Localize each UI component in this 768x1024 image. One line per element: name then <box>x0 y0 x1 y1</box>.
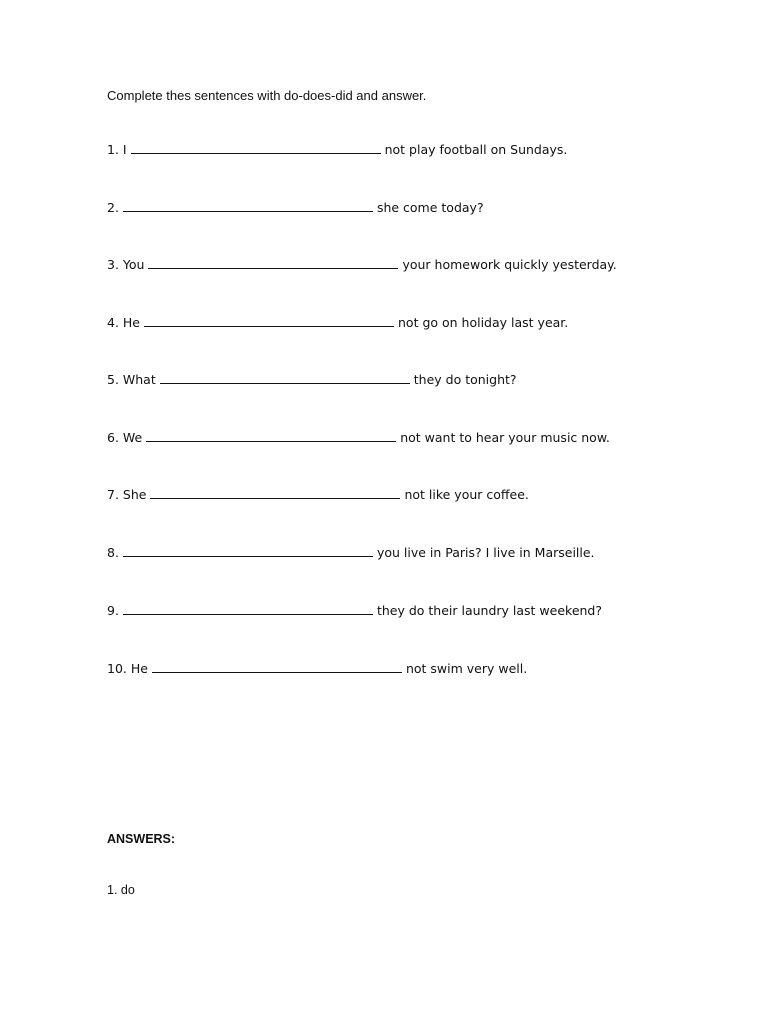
exercise-item <box>107 544 595 562</box>
exercise-item <box>107 141 567 159</box>
exercise-item <box>107 602 602 620</box>
item-prefix: 8. <box>107 545 119 560</box>
answer-blank[interactable] <box>131 141 381 154</box>
item-suffix: not swim very well. <box>405 661 528 676</box>
exercise-item <box>107 429 610 447</box>
exercise-item <box>107 486 529 504</box>
answer-blank[interactable] <box>152 660 402 673</box>
instruction-heading: Complete thes sentences with do-does-did and answer. <box>107 88 427 103</box>
answer-blank[interactable] <box>146 429 396 442</box>
item-prefix: 5. What <box>107 372 156 387</box>
item-prefix: 7. She <box>107 487 147 502</box>
exercise-item <box>107 660 527 678</box>
answer-blank[interactable] <box>123 602 373 615</box>
answer-blank[interactable] <box>148 256 398 269</box>
item-prefix: 2. <box>107 200 119 215</box>
answer-blank[interactable] <box>144 314 394 327</box>
item-suffix: your homework quickly yesterday. <box>402 257 617 272</box>
item-suffix: you live in Paris? I live in Marseille. <box>376 545 595 560</box>
item-prefix: 10. He <box>107 661 148 676</box>
item-suffix: not like your coffee. <box>404 487 529 502</box>
answer-blank[interactable] <box>160 371 410 384</box>
item-prefix: 1. I <box>107 142 127 157</box>
answers-heading: ANSWERS: <box>107 832 176 846</box>
item-prefix: 4. He <box>107 315 140 330</box>
answer-blank[interactable] <box>123 199 373 212</box>
answer-blank[interactable] <box>123 544 373 557</box>
item-prefix: 6. We <box>107 430 143 445</box>
item-suffix: they do their laundry last weekend? <box>376 603 602 618</box>
item-prefix: 3. You <box>107 257 145 272</box>
exercise-item <box>107 314 568 332</box>
answer-item: 1. do <box>107 883 135 897</box>
exercise-item <box>107 371 517 389</box>
answer-blank[interactable] <box>150 486 400 499</box>
exercise-item <box>107 256 617 274</box>
item-prefix: 9. <box>107 603 119 618</box>
exercise-item <box>107 199 484 217</box>
item-suffix: not play football on Sundays. <box>384 142 568 157</box>
item-suffix: they do tonight? <box>413 372 517 387</box>
item-suffix: she come today? <box>376 200 484 215</box>
item-suffix: not want to hear your music now. <box>400 430 610 445</box>
item-suffix: not go on holiday last year. <box>398 315 569 330</box>
